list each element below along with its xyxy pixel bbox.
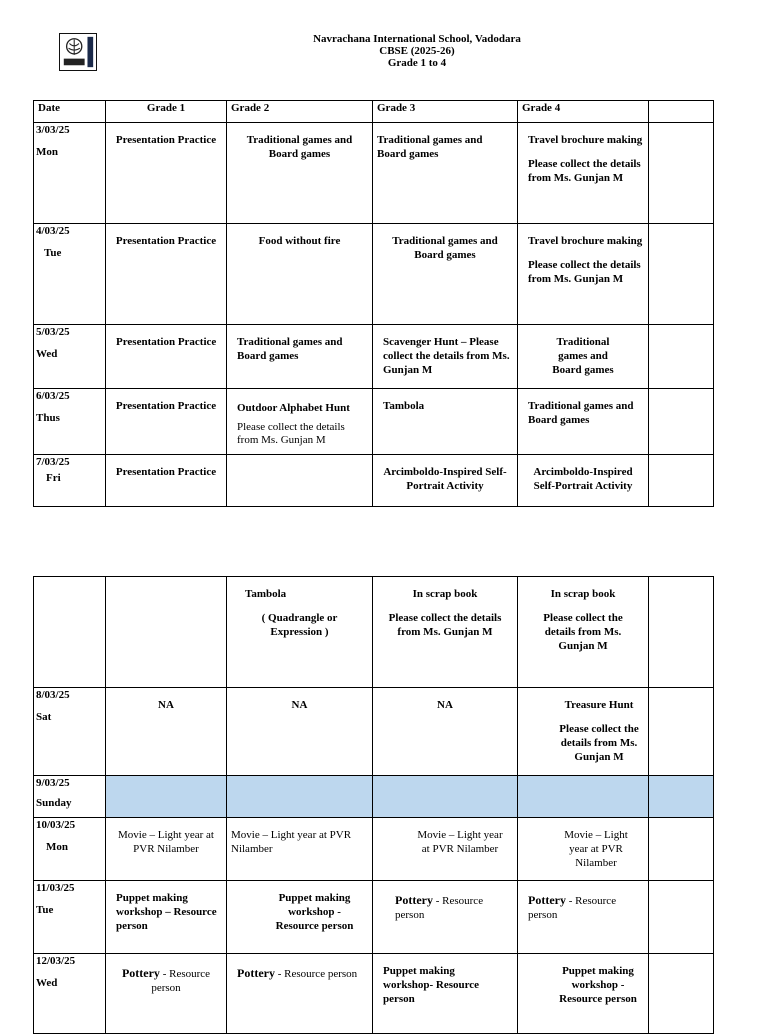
grade3-cell: NA	[373, 688, 518, 776]
column-header	[649, 101, 714, 123]
note: ( Quadrangle or Expression )	[261, 612, 338, 638]
date: 12/03/25	[36, 955, 76, 967]
empty-cell	[649, 224, 714, 325]
grade4-cell	[518, 123, 649, 224]
date: 10/03/25	[36, 819, 76, 831]
grade2-cell: Food without fire	[227, 224, 373, 325]
column-header: Grade 2	[227, 101, 373, 123]
grade4-cell	[518, 688, 649, 776]
activity: Pottery	[395, 893, 433, 907]
schedule-table-week-2	[33, 576, 714, 1034]
table-row	[34, 577, 714, 688]
grade4-cell: Movie – Light year at PVR Nilamber	[518, 818, 649, 881]
grade2-cell	[227, 954, 373, 1034]
date: 11/03/25	[36, 882, 75, 894]
activity: Tambola	[245, 588, 287, 600]
activity: Pottery	[121, 966, 160, 980]
note: Please collect the details from Ms. Gunjan M	[388, 612, 502, 638]
date-cell	[34, 224, 106, 325]
grade1-cell: Presentation Practice	[106, 389, 227, 455]
empty-cell	[649, 881, 714, 954]
date: 8/03/25	[36, 689, 70, 701]
activity: In scrap book	[550, 588, 616, 600]
shaded-cell	[649, 776, 714, 818]
grade1-cell: Presentation Practice	[106, 325, 227, 389]
note: Please collect the details from Ms. Gunjan M	[237, 421, 345, 446]
activity: Outdoor Alphabet Hunt	[237, 402, 350, 414]
grade2-cell: Movie – Light year at PVR Nilamber	[227, 818, 373, 881]
day: Tue	[44, 247, 62, 259]
activity: Travel brochure making	[528, 134, 643, 146]
table-row	[34, 123, 714, 224]
activity: Pottery	[237, 966, 275, 980]
shaded-cell	[106, 776, 227, 818]
date: 5/03/25	[36, 326, 70, 338]
shaded-cell	[373, 776, 518, 818]
grade3-cell: Traditional games and Board games	[373, 123, 518, 224]
date-cell	[34, 325, 106, 389]
grade4-cell: Traditional games and Board games	[518, 325, 649, 389]
date-cell	[34, 954, 106, 1034]
table-row	[34, 325, 714, 389]
grade3-cell: Traditional games and Board games	[373, 224, 518, 325]
document-header	[0, 33, 768, 69]
grade2-cell: Traditional games and Board games	[227, 123, 373, 224]
grade4-cell: Arcimboldo-Inspired Self-Portrait Activity	[518, 455, 649, 507]
day: Sat	[36, 711, 52, 723]
grade1-cell: Movie – Light year at PVR Nilamber	[106, 818, 227, 881]
note: Please collect the details from Ms. Gunjan M	[528, 158, 641, 184]
table-row	[34, 954, 714, 1034]
day: Sunday	[36, 797, 72, 809]
grade1-cell: NA	[106, 688, 227, 776]
day: Wed	[36, 977, 58, 989]
grade2-cell: Puppet making workshop - Resource person	[227, 881, 373, 954]
grade2-cell	[227, 455, 373, 507]
school-name: Navrachana International School, Vadodara	[313, 33, 521, 45]
grade2-cell	[227, 577, 373, 688]
note: Please collect the details from Ms. Gunjan M	[528, 259, 641, 285]
grade1-cell: Presentation Practice	[106, 224, 227, 325]
empty-cell	[649, 123, 714, 224]
empty-cell	[34, 577, 106, 688]
date-cell	[34, 455, 106, 507]
grade3-cell: Scavenger Hunt – Please collect the details from Ms. Gunjan M	[373, 325, 518, 389]
activity: In scrap book	[412, 588, 478, 600]
table-row-sunday	[34, 776, 714, 818]
date-cell	[34, 389, 106, 455]
grade4-cell: Puppet making workshop - Resource person	[518, 954, 649, 1034]
schedule-table-week-1	[33, 100, 714, 507]
day: Fri	[46, 472, 61, 484]
date-cell	[34, 688, 106, 776]
column-header: Date	[34, 101, 106, 123]
date-cell	[34, 881, 106, 954]
grade2-cell	[227, 389, 373, 455]
date-cell	[34, 776, 106, 818]
activity: Pottery	[528, 893, 566, 907]
empty-cell	[649, 688, 714, 776]
activity: Travel brochure making	[528, 235, 643, 247]
date: 9/03/25	[36, 777, 70, 789]
empty-cell	[106, 577, 227, 688]
day: Mon	[46, 841, 68, 853]
date-cell	[34, 123, 106, 224]
activity: Treasure Hunt	[564, 699, 634, 711]
grade1-cell: Presentation Practice	[106, 123, 227, 224]
grade4-cell	[518, 224, 649, 325]
table-header-row	[34, 101, 714, 123]
table-row	[34, 455, 714, 507]
day: Tue	[36, 904, 54, 916]
date: 6/03/25	[36, 390, 70, 402]
grade3-cell	[373, 881, 518, 954]
column-header: Grade 4	[518, 101, 649, 123]
grade3-cell: Movie – Light year at PVR Nilamber	[373, 818, 518, 881]
date: 7/03/25	[36, 456, 70, 468]
table-row	[34, 881, 714, 954]
empty-cell	[649, 577, 714, 688]
grade2-cell: Traditional games and Board games	[227, 325, 373, 389]
shaded-cell	[518, 776, 649, 818]
grade4-cell	[518, 881, 649, 954]
empty-cell	[649, 818, 714, 881]
date-cell	[34, 818, 106, 881]
grade1-cell	[106, 954, 227, 1034]
table-row	[34, 389, 714, 455]
day: Wed	[36, 348, 58, 360]
shaded-cell	[227, 776, 373, 818]
empty-cell	[649, 455, 714, 507]
column-header: Grade 3	[373, 101, 518, 123]
note: - Resource person	[274, 968, 358, 980]
grade3-cell	[373, 577, 518, 688]
day: Mon	[36, 146, 58, 158]
grade4-cell	[518, 577, 649, 688]
grade3-cell: Arcimboldo-Inspired Self-Portrait Activity	[373, 455, 518, 507]
grade2-cell: NA	[227, 688, 373, 776]
day: Thus	[36, 412, 60, 424]
note: Please collect the details from Ms. Gunjan M	[559, 723, 639, 763]
table-row	[34, 818, 714, 881]
empty-cell	[649, 325, 714, 389]
board-year: CBSE (2025-26)	[379, 45, 455, 57]
grade4-cell: Traditional games and Board games	[518, 389, 649, 455]
table-row	[34, 688, 714, 776]
table-row	[34, 224, 714, 325]
grade3-cell: Puppet making workshop- Resource person	[373, 954, 518, 1034]
note: Please collect the details from Ms. Gunjan M	[543, 612, 623, 652]
note: - Resource person	[151, 968, 211, 994]
note: - Resource person	[395, 895, 484, 921]
date: 4/03/25	[36, 225, 70, 237]
grade1-cell: Puppet making workshop – Resource person	[106, 881, 227, 954]
note: - Resource person	[528, 895, 617, 921]
grade-range: Grade 1 to 4	[387, 57, 447, 69]
empty-cell	[649, 954, 714, 1034]
date: 3/03/25	[36, 124, 70, 136]
empty-cell	[649, 389, 714, 455]
grade3-cell: Tambola	[373, 389, 518, 455]
grade1-cell: Presentation Practice	[106, 455, 227, 507]
column-header: Grade 1	[106, 101, 227, 123]
